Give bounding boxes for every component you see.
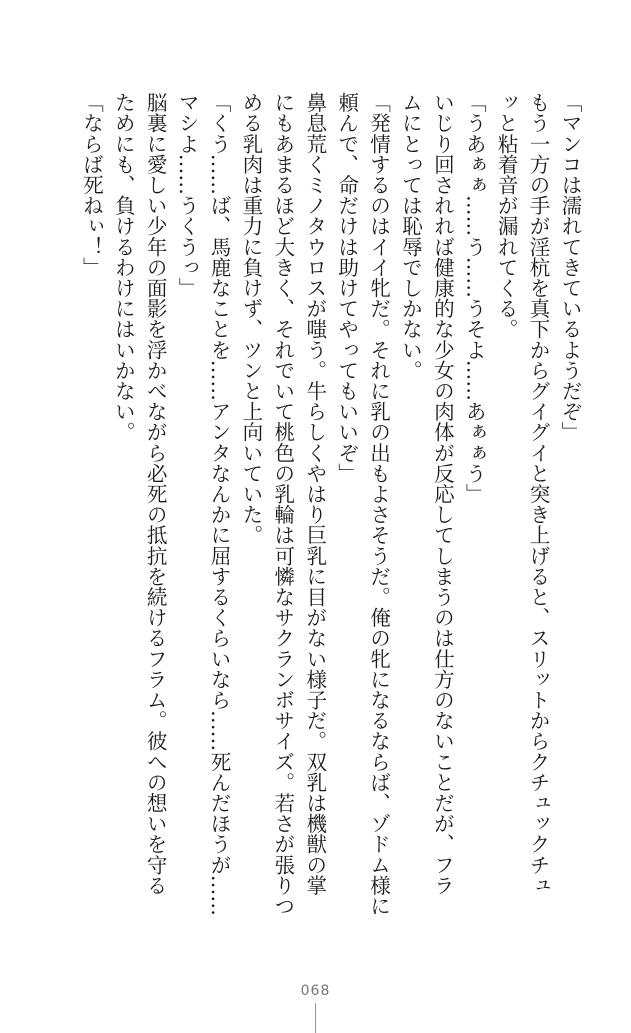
text-line: マシよ……うくうっ」 <box>175 92 200 298</box>
text-line: もう一方の手が淫杭を真下からグイグイと突き上げると、スリットからクチュックチュ <box>526 92 551 896</box>
text-line: 鼻息荒くミノタウロスが嗤う。牛らしくやはり巨乳に目がない様子だ。双乳は機獣の掌 <box>302 92 327 896</box>
text-line: いじり回されれば健康的な少女の肉体が反応してしまうのは仕方のないことだが、フラ <box>430 92 455 896</box>
page-number-rule <box>315 1003 316 1033</box>
text-line: ためにも、負けるわけにはいかない。 <box>111 92 136 443</box>
text-line: 脳裏に愛しい少年の面影を浮かべながら必死の抵抗を続けるフラム。彼への想いを守る <box>143 92 168 896</box>
text-line: 頼んで、命だけは助けてやってもいいぞ」 <box>334 92 359 484</box>
text-line: める乳肉は重力に負けず、ツンと上向いていた。 <box>238 92 263 546</box>
page-number: 068 <box>300 983 331 999</box>
text-line: 「マンコは濡れてきているようだぞ」 <box>558 92 582 443</box>
text-line: 「くう……ば、馬鹿なことを……アンタなんかに屈するくらいなら……死んだほうが…… <box>207 92 232 916</box>
vertical-text-body <box>45 92 585 952</box>
text-line: 「ならば死ねぃ！」 <box>79 92 104 278</box>
text-line: ッと粘着音が漏れてくる。 <box>494 92 519 340</box>
text-line: にもあまるほど大きく、それでいて桃色の乳輪は可憐なサクランボサイズ。若さが張りつ <box>270 92 295 916</box>
text-line: ムにとっては恥辱でしかない。 <box>398 92 423 381</box>
text-line: 「発情するのはイイ牝だ。それに乳の出もよさそうだ。俺の牝になるならば、ゾドム様に <box>366 92 391 916</box>
text-line: 「うあぁぁ……う……うそよ……あぁぁう」 <box>462 92 487 504</box>
